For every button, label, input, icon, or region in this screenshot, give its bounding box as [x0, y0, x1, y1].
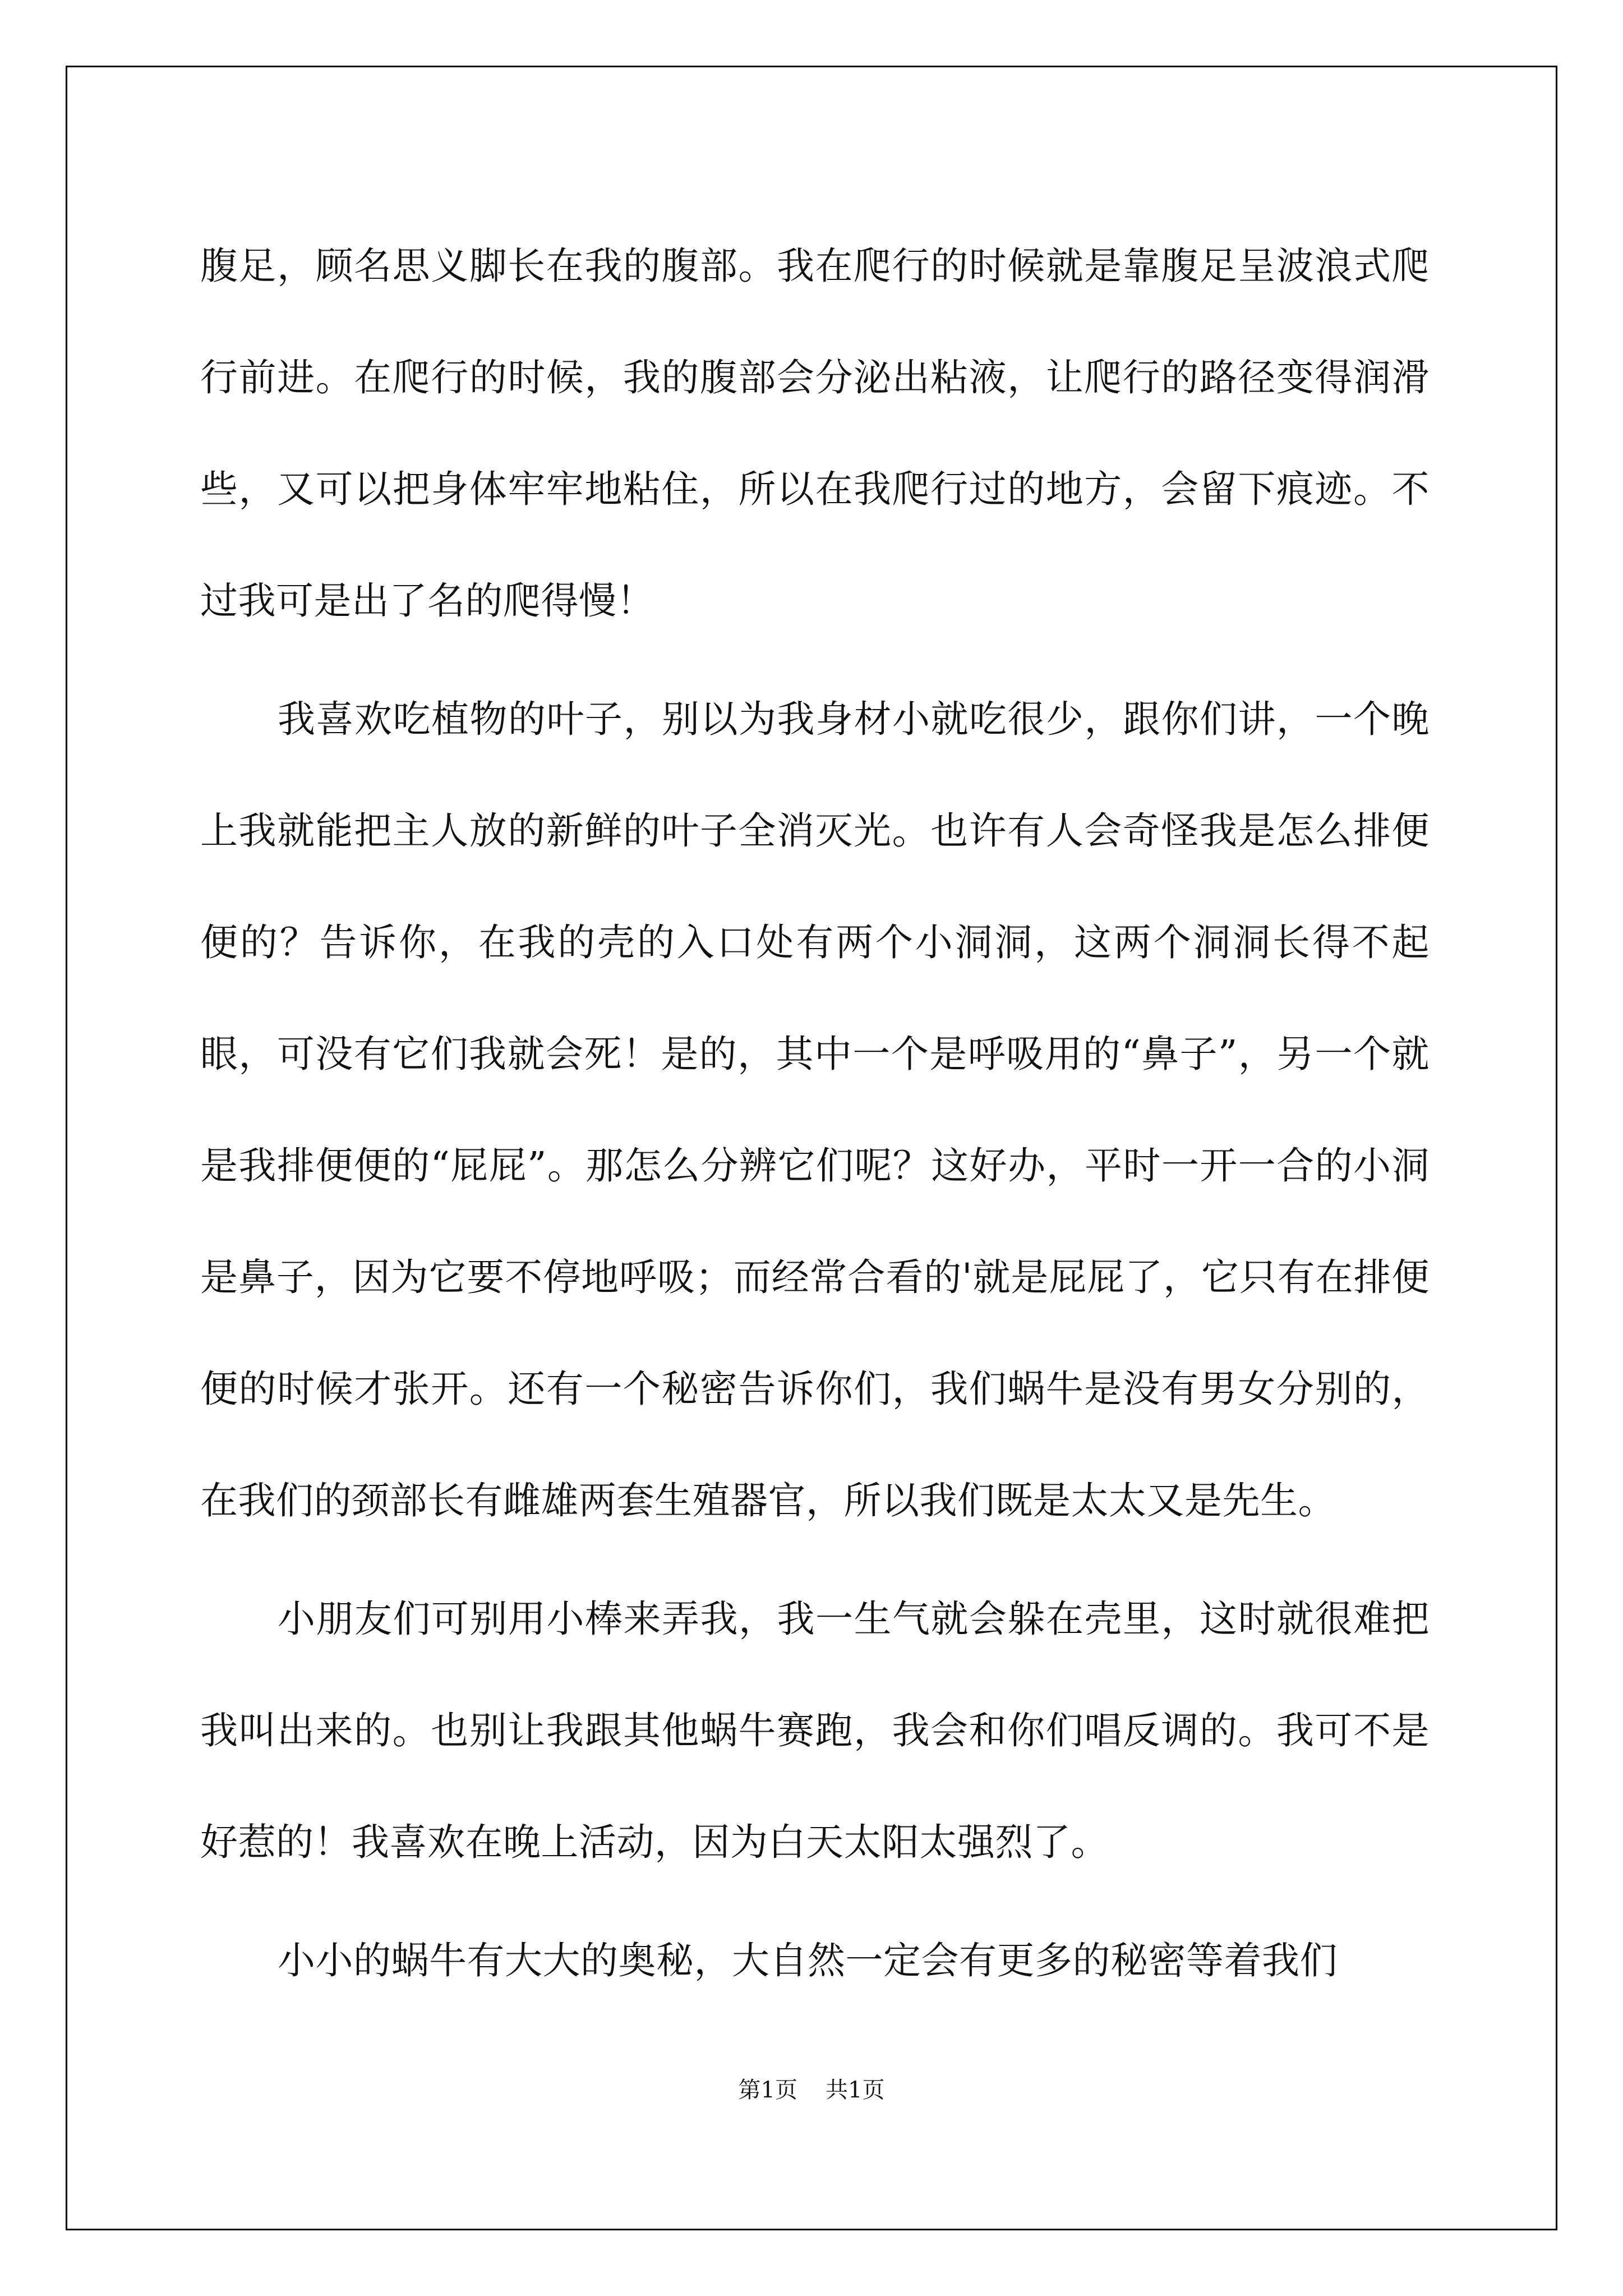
document-body [200, 210, 1430, 2017]
page-total: 共1页 [826, 2077, 885, 2103]
paragraph-1: 腹足，顾名思义脚长在我的腹部。我在爬行的时候就是靠腹足呈波浪式爬行前进。在爬行的时候，我的腹部会分泌出粘液，让爬行的路径变得润滑些，又可以把身体牢牢地粘住，所以在我爬行过的地方，会留下痕迹。不过我可是出了名的爬得慢！ [200, 244, 1430, 623]
paragraph-4: 小小的蜗牛有大大的奥秘，大自然一定会有更多的秘密等着我们 [278, 1939, 1338, 1982]
paragraph-2: 我喜欢吃植物的叶子，别以为我身材小就吃很少，跟你们讲，一个晚上我就能把主人放的新鲜的叶子全消灭光。也许有人会奇怪我是怎么排便便的？告诉你，在我的壳的入口处有两个小洞洞，这两个洞洞长得不起眼，可没有它们我就会死！是的，其中一个是呼吸用的“鼻子”，另一个就是我排便便的“屁屁”。那怎么分辨它们呢？这好办，平时一开一合的小洞是鼻子，因为它要不停地呼吸；而经常合看的'就是屁屁了，它只有在排便便的时候才张开。还有一个秘密告诉你们，我们蜗牛是没有男女分别的，在我们的颈部长有雌雄两套生殖器官，所以我们既是太太又是先生。 [200, 697, 1430, 1522]
page-number: 第1页 [738, 2077, 797, 2103]
paragraph-3: 小朋友们可别用小棒来弄我，我一生气就会躲在壳里，这时就很难把我叫出来的。也别让我跟其他蜗牛赛跑，我会和你们唱反调的。我可不是好惹的！我喜欢在晚上活动，因为白天太阳太强烈了。 [200, 1597, 1430, 1864]
page-footer [0, 2072, 1623, 2104]
